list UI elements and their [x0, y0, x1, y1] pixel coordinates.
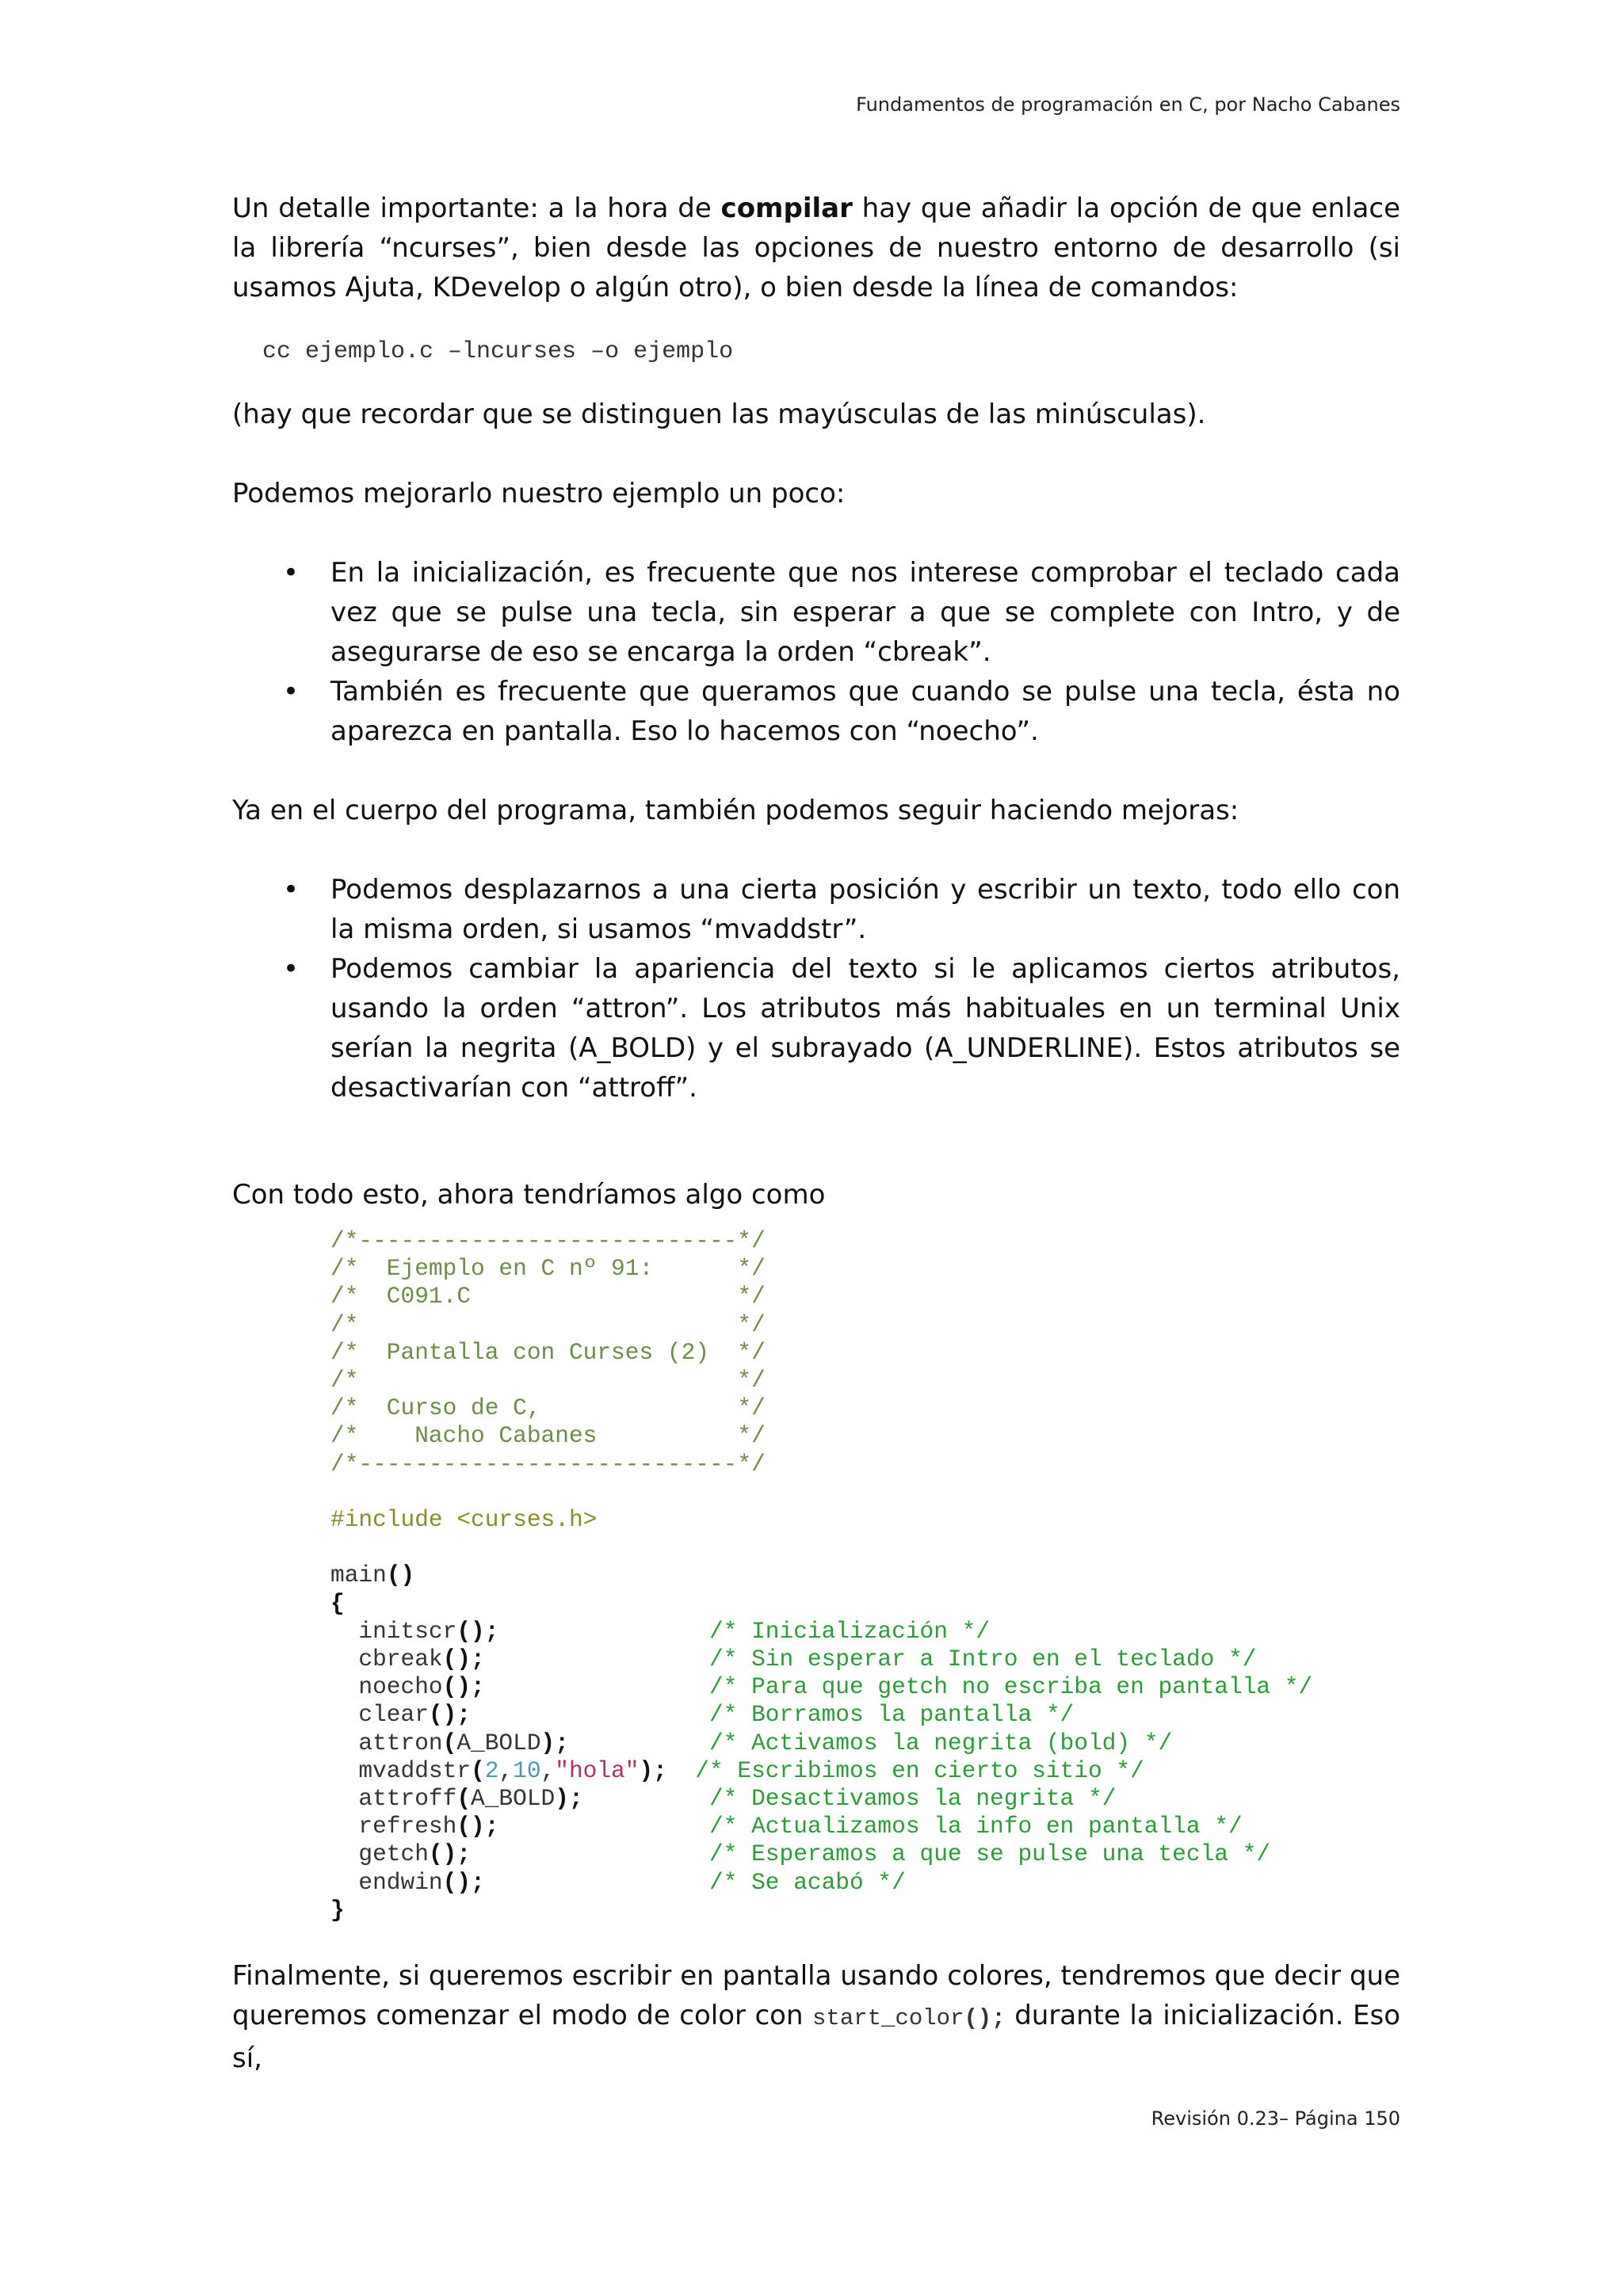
list-item-text: También es frecuente que queramos que cuando se pulse una tecla, ésta no aparezca en pantalla. Eso lo hacemos con “noecho”.	[330, 676, 1400, 747]
code-listing: /*---------------------------*/ /* Ejemplo en C nº 91: */ /* C091.C */ /* */ /* Pantalla con Curses (2) */ /* */ /* Curso de C, */ /* Nacho Cabanes */ /*---------------------------*/ #include <curses.h> main() { initscr(); /* Inicialización */ cbreak(); /* Sin esperar a Intro en el teclado */ noecho(); /* Para que getch no escriba en pantalla */ clear(); /* Borramos la pantalla */ attron(A_BOLD); /* Activamos la negrita (bold) */ mvaddstr(2,10,"hola"); /* Escribimos en cierto sitio */ attroff(A_BOLD); /* Desactivamos la negrita */ refresh(); /* Actualizamos la info en pantalla */ getch(); /* Esperamos a que se pulse una tecla */ endwin(); /* Se acabó */ }	[330, 1227, 1313, 1924]
code-line: getch(); /* Esperamos a que se pulse una tecla */	[358, 1840, 1271, 1868]
code-line: cbreak(); /* Sin esperar a Intro en el teclado */	[358, 1646, 1257, 1673]
compile-keyword: compilar	[720, 193, 853, 224]
code-comment-line: /* */	[330, 1367, 766, 1394]
compile-command: cc ejemplo.c –lncurses –o ejemplo	[262, 338, 734, 365]
list-item	[232, 949, 1400, 1108]
paragraph-colors: Finalmente, si queremos escribir en pantalla usando colores, tendremos que decir que queremos comenzar el modo de color con start_color(); durante la inicialización. Eso sí,	[232, 1960, 1401, 2075]
bullet-list-init	[232, 553, 1400, 751]
code-comment-line: /* */	[330, 1310, 766, 1338]
code-comment-line: /*---------------------------*/	[330, 1227, 766, 1254]
code-comment-line: /*---------------------------*/	[330, 1450, 766, 1478]
inline-code: start_color();	[812, 2005, 1006, 2032]
code-line: clear(); /* Borramos la pantalla */	[358, 1701, 1075, 1729]
code-line: mvaddstr(2,10,"hola"); /* Escribimos en cierto sitio */	[358, 1756, 1144, 1784]
bullet-icon: •	[283, 676, 300, 707]
code-comment-line: /* Curso de C, */	[330, 1394, 766, 1422]
paragraph-improve-intro: Podemos mejorarlo nuestro ejemplo un poco:	[232, 478, 846, 509]
code-line: noecho(); /* Para que getch no escriba en pantalla */	[358, 1673, 1313, 1701]
list-item	[232, 870, 1400, 949]
paragraph-compile-end: hay que añadir la opción de que enlace la librería “ncurses”, bien desde las opciones de nuestro entorno de desarrollo (si usamos Ajuta, KDevelop o algún otro), o bien desde la línea de comandos:	[232, 193, 1400, 303]
code-close-brace: }	[330, 1896, 345, 1924]
page-footer: Revisión 0.23– Página 150	[1151, 2107, 1400, 2130]
paragraph-compile-start: Un detalle importante: a la hora de	[232, 193, 721, 224]
bullet-icon: •	[283, 953, 300, 985]
code-open-brace: {	[330, 1589, 345, 1617]
code-line: initscr(); /* Inicialización */	[358, 1617, 991, 1645]
list-item	[232, 672, 1400, 751]
paragraph-body-intro: Ya en el cuerpo del programa, también podemos seguir haciendo mejoras:	[232, 795, 1239, 826]
paragraph-compile	[232, 189, 1400, 307]
list-item-text: En la inicialización, es frecuente que nos interese comprobar el teclado cada vez que se pulse una tecla, sin esperar a que se complete con Intro, y de asegurarse de eso se encarga la orden “cbreak”.	[330, 557, 1400, 668]
code-main: main	[330, 1562, 387, 1589]
page-header: Fundamentos de programación en C, por Nacho Cabanes	[856, 93, 1400, 116]
code-comment-line: /* Nacho Cabanes */	[330, 1422, 766, 1450]
code-line: refresh(); /* Actualizamos la info en pantalla */	[358, 1813, 1243, 1840]
list-item-text: Podemos desplazarnos a una cierta posición y escribir un texto, todo ello con la misma orden, si usamos “mvaddstr”.	[330, 874, 1400, 945]
paragraph-code-intro: Con todo esto, ahora tendríamos algo como	[232, 1179, 826, 1211]
code-line: endwin(); /* Se acabó */	[358, 1868, 906, 1896]
code-line: attron(A_BOLD); /* Activamos la negrita (bold) */	[358, 1729, 1173, 1756]
code-line: attroff(A_BOLD); /* Desactivamos la negrita */	[358, 1785, 1117, 1813]
code-comment-line: /* Ejemplo en C nº 91: */	[330, 1255, 766, 1283]
bullet-list-body	[232, 870, 1400, 1108]
bullet-icon: •	[283, 557, 300, 589]
list-item	[232, 553, 1400, 672]
bullet-icon: •	[283, 874, 300, 906]
code-include: #include <curses.h>	[330, 1506, 598, 1534]
paragraph-case-note: (hay que recordar que se distinguen las mayúsculas de las minúsculas).	[232, 399, 1206, 430]
page-content	[232, 189, 1400, 2078]
list-item-text: Podemos cambiar la apariencia del texto si le aplicamos ciertos atributos, usando la orden “attron”. Los atributos más habituales en un terminal Unix serían la negrita (A_BOLD) y el subrayado (A_UNDERLINE). Estos atributos se desactivarían con “attroff”.	[330, 953, 1400, 1104]
code-comment-line: /* C091.C */	[330, 1283, 766, 1310]
code-comment-line: /* Pantalla con Curses (2) */	[330, 1338, 766, 1366]
